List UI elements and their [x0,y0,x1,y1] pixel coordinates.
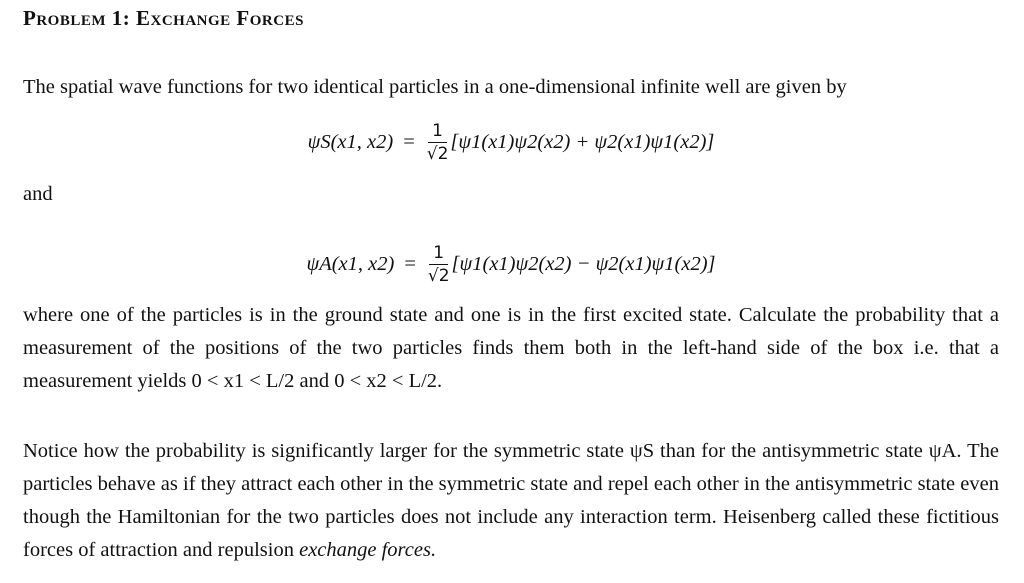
antisymmetric-equation [23,236,999,292]
symmetric-equation [23,114,999,170]
notice-text: Notice how the probability is significantly larger for the symmetric state ψS than for the antisymmetric state ψA. The particles behave as if they attract each other in the symmetric state and repel each other in the antisymmetric state even though the Hamiltonian for the two particles does not include any interaction term. Heisenberg called these fictitious forces of attraction and repulsion [23,440,999,561]
conjunction-text: and [23,183,53,205]
symmetric-rhs: [ψ1(x1)ψ2(x2) + ψ2(x1)ψ1(x2)] [450,130,715,153]
antisymmetric-lhs: ψA(x1, x2) [306,252,395,275]
fraction [427,121,449,164]
antisymmetric-rhs: [ψ1(x1)ψ2(x2) − ψ2(x1)ψ1(x2)] [451,252,716,275]
document-page [23,0,999,583]
equals-sign: = [404,252,416,275]
fraction [428,243,450,286]
fraction-numerator: 1 [429,243,448,265]
fraction-denominator: √2 [427,265,450,286]
equals-sign: = [403,130,415,153]
intro-paragraph: The spatial wave functions for two identical particles in a one-dimensional infinite well are given by [23,76,847,98]
symmetric-lhs: ψS(x1, x2) [307,130,394,153]
problem-paragraph: where one of the particles is in the ground state and one is in the first excited state. Calculate the probability that a measurement of the positions of the two particles finds them both in the left-hand side of the box i.e. that a measurement yields 0 < x1 < L/2 and 0 < x2 < L/2. [23,304,999,392]
problem-title: Problem 1: Exchange Forces [23,6,304,30]
fraction-numerator: 1 [428,121,447,143]
exchange-forces-emphasis: exchange forces. [299,539,437,561]
fraction-denominator: √2 [426,143,449,164]
notice-paragraph [23,435,999,567]
